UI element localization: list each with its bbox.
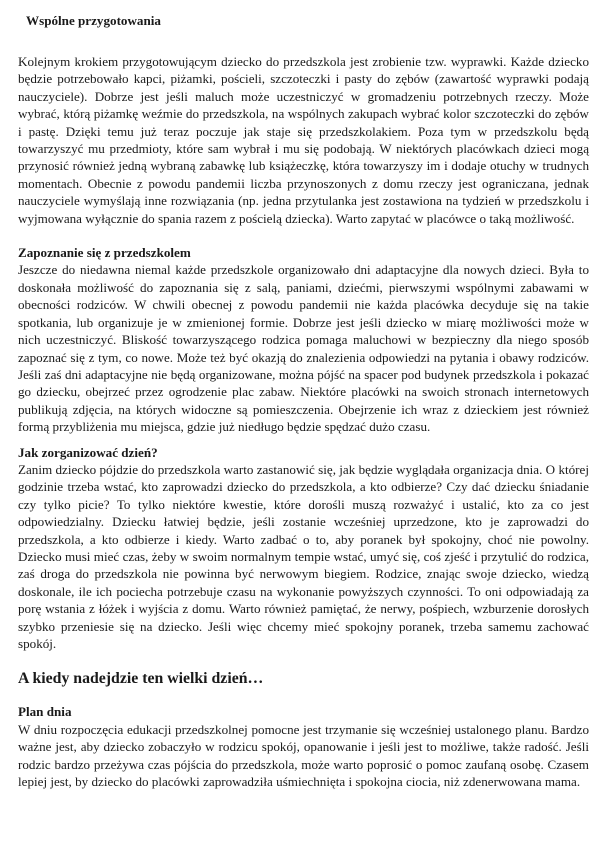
section-wspolne-przygotowania	[18, 12, 589, 227]
section-wielki-dzien	[18, 669, 589, 689]
section-paragraph: Zanim dziecko pójdzie do przedszkola warto zastanowić się, jak będzie wyglądała organizacja dnia. O której godzinie trzeba wstać, kto zaprowadzi dziecko do przedszkola, a kto odbierze? Czy dać dziecku śniadanie czy tylko picie? To tylko niektóre kwestie, które dorośli muszą rozważyć i ustalić, kto za co jest odpowiedzialny. Dziecku łatwiej będzie, jeśli zostanie wcześniej uprzedzone, kto je zaprowadzi do przedszkola, a kto odbierze i kiedy. Warto zadbać o to, aby poranek był spokojny, choć nie powolny. Dziecko musi mieć czas, żeby w swoim normalnym tempie wstać, umyć się, coś zjeść i przytulić do rodzica, zaś droga do przedszkola nie powinna być nerwowym biegiem. Rodzice, znając swoje dziecko, wiedzą doskonale, ile ich pociecha potrzebuje czasu na wykonanie powyższych czynności. To oni odpowiadają za porę wstania z łóżek i wyjścia z domu. Warto również pamiętać, że nerwy, pośpiech, wzburzenie dorosłych szybko przeniesie się na dziecko. Jeśli więc chcemy mieć spokojny poranek, trzeba samemu zachować spokój.	[18, 461, 589, 651]
section-organizacja-dnia	[18, 444, 589, 653]
large-heading: A kiedy nadejdzie ten wielki dzień…	[18, 670, 264, 688]
section-paragraph: Jeszcze do niedawna niemal każde przedszkole organizowało dni adaptacyjne dla nowych dzieci. Była to doskonała możliwość do zapoznania się z salą, paniami, dziećmi, pierwszymi wspólnymi zabawami w obecności rodziców. W chwili obecnej z powodu pandemii nie każda placówka decyduje się na takie spotkania, lub organizuje je w zmienionej formie. Dobrze jest jeśli dziecko w miarę możliwości może w nich uczestniczyć. Bliskość towarzyszącego rodzica pomaga maluchowi w bezpieczny dla niego sposób zapoznać się z tym, co nowe. Może też być okazją do znalezienia odpowiedzi na pytania i obawy rodziców. Jeśli zaś dni adaptacyjne nie będą organizowane, można pójść na spacer pod budynek przedszkola i pokazać go dziecku, obejrzeć przez ogrodzenie plac zabaw. Niektóre placówki na swoich stronach internetowych publikują zdjęcia, na których widoczne są pomieszczenia. Obejrzenie ich wraz z dzieckiem jest również formą przybliżenia mu miejsca, gdzie już niedługo będzie spędzać dużo czasu.	[18, 262, 589, 435]
section-paragraph: Kolejnym krokiem przygotowującym dziecko do przedszkola jest zrobienie tzw. wyprawki. Każde dziecko będzie potrzebowało kapci, piżamki, pościeli, szczoteczki i pasty do zębów (zawartość wyprawki podają nauczyciele). Dobrze jest jeśli maluch może uczestniczyć w gromadzeniu potrzebnych rzeczy. Może wybrać, którą piżamkę weźmie do przedszkola, na wspólnych zakupach wybrać kolor szczoteczki do zębów i pastę. Dzięki temu już teraz poczuje jak staje się przedszkolakiem. Poza tym w przedszkolu będą towarzyszyć mu przedmioty, które sam wybrał i mu się podobają. W niektórych placówkach dzieci mogą przynosić również jedną wybraną zabawkę lub książeczkę, która towarzyszy im i dodaje otuchy w trudnych momentach. Obecnie z powodu pandemii liczba przynoszonych z domu rzeczy jest ograniczana, jednak nauczyciele wymyślają inne rozwiązania (np. jedna przytulanka jest zostawiona na tydzień w przedszkolu i wyjmowana wyłącznie do spania razem z pościelą dziecka). Warto zapytać w placówce o taką możliwość.	[18, 54, 589, 226]
section-heading: Plan dnia	[18, 704, 72, 720]
section-zapoznanie	[18, 244, 589, 435]
section-heading: Zapoznanie się z przedszkolem	[18, 245, 191, 261]
section-heading: Jak zorganizować dzień?	[18, 444, 158, 460]
section-plan-dnia	[18, 703, 589, 790]
section-heading: Wspólne przygotowania	[26, 13, 161, 28]
section-paragraph: W dniu rozpoczęcia edukacji przedszkolnej pomocne jest trzymanie się wcześniej ustalonego planu. Bardzo ważne jest, aby dziecko zobaczyło w rodzicu spokój, opanowanie i jeśli jest to możliwe, także radość. Jeśli rodzic bardzo przeżywa czas pójścia do przedszkola, może warto poprosić o pomoc zaufaną osobę. Czasem lepiej jest, by dziecko do placówki zaprowadziła uśmiechnięta i spokojna ciocia, niż zdenerwowana mama.	[18, 721, 589, 790]
